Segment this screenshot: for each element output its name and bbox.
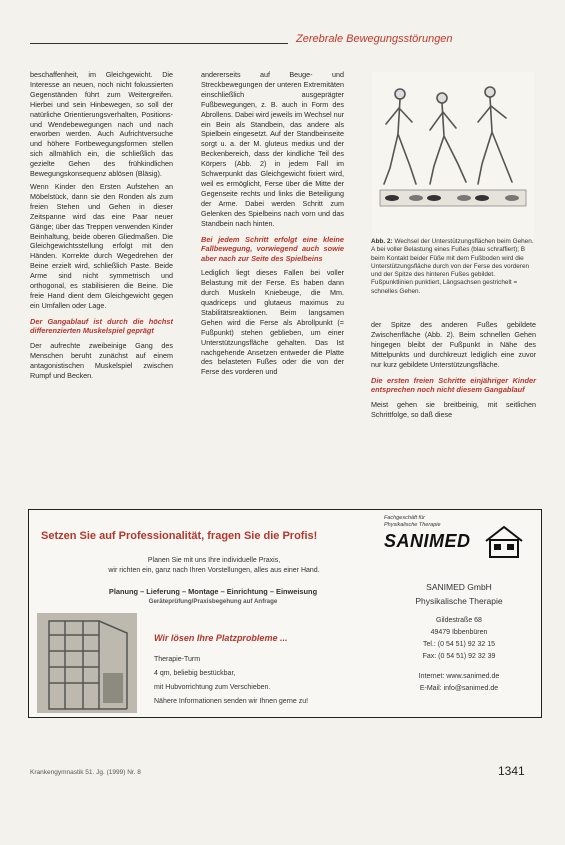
product-line: 4 qm, beliebig bestückbar,	[154, 670, 236, 677]
figure-caption	[371, 238, 536, 296]
article-column-1	[30, 70, 173, 384]
gait-figure	[372, 72, 534, 240]
gait-illustration	[372, 72, 534, 240]
ad-services-sub: Geräteprüfung/Praxisbegehung auf Anfrage	[148, 598, 278, 605]
section-title: Zerebrale Bewegungsstörungen	[296, 33, 453, 45]
ad-intro-line: Planen Sie mit uns Ihre individuelle Praxis,	[147, 557, 281, 564]
company-city: 49479 Ibbenbüren	[430, 629, 488, 636]
ad-slogan: Wir lösen Ihre Platzprobleme ...	[154, 633, 288, 643]
paragraph: der Spitze des anderen Fußes gebildete Zwischenfläche (Abb. 2). Beim schnellen Gehen hingegen bleibt der Fußpunkt in Nähe des Mittelpunkts und durchkreuzt lediglich eine zuvor nur kurz gebildete Unterstützungsfläche.	[371, 320, 536, 369]
ad-intro-line: wir richten ein, ganz nach Ihren Vorstellungen, alles aus einer Hand.	[108, 567, 320, 574]
therapy-tower-image	[37, 613, 137, 713]
house-logo-icon	[484, 525, 524, 559]
page-number: 1341	[498, 764, 525, 778]
subheading: Bei jedem Schritt erfolgt eine kleine Fallbewegung, vorwiegend auch sowie aber nach zur Seite des Spielbeins	[201, 234, 344, 263]
product-line: Therapie-Turm	[154, 656, 201, 663]
brand-tagline: Fachgeschäft für	[384, 515, 425, 521]
company-subtitle: Physikalische Therapie	[415, 596, 503, 606]
brand-tagline: Physikalische Therapie	[384, 521, 441, 528]
company-website[interactable]: Internet: www.sanimed.de	[418, 673, 500, 680]
paragraph: andererseits auf Beuge- und Streckbewegungen der unteren Extremitäten einschließlich ausgeprägter Fußbewegungen, z. B. auch in Form des Abrollens. Dabei wird jeweils im Wechsel nur ein Bein als Standbein, das andere als Spielbein eingesetzt. Auf der Standbeinseite sorgt u. a. der M. gluteus medius und der Beckenbereich, dass der kindliche Teil des Körpers (Abb. 2) in jedem Fall im Schwerpunkt das Gleichgewicht fixiert wird, weil es ermöglicht, Ferse über die Mitte der Gegenseite rechts und links die Beteiligung der Arme. Dabei werden Schritt zum Gelenken des Spielbeins nach vorn und das Standbein nach hinten.	[201, 70, 344, 228]
paragraph: beschaffenheit, im Gleichgewicht. Die Interesse an neuen, noch nicht fokussierten Gegenständen führt zum Weitergreifen. Hierbei und sein Hinbewegen, so soll der natürliche Orientierungsverhalten, Positions- und Wendebewegungen nach und nach erworben werden. Auch Aufrichtversuche und höhere Fortbewegungsformen stellen sich allmählich ein, die schließlich das gezielte Gehen des frühkindlichen Bewegungskonsequenz ablösen (Bläsig).	[30, 70, 173, 179]
advertisement	[28, 509, 542, 718]
company-street: Gildestraße 68	[436, 617, 482, 624]
company-email[interactable]: E-Mail: info@sanimed.de	[419, 685, 499, 692]
company-phone: Tel.: (0 54 51) 92 32 15	[423, 641, 495, 648]
company-fax: Fax: (0 54 51) 92 32 39	[422, 653, 496, 660]
brand-logo	[384, 515, 529, 565]
article-column-2	[201, 70, 344, 380]
ad-headline: Setzen Sie auf Professionalität, fragen Sie die Profis!	[41, 530, 318, 542]
ad-intro	[49, 556, 379, 576]
therapy-tower-photo	[37, 613, 137, 713]
subheading: Die ersten freien Schritte einjähriger Kinder entsprechen noch nicht diesem Gangablauf	[371, 375, 536, 395]
product-line: mit Hubvorrichtung zum Verschieben.	[154, 684, 271, 691]
paragraph: Meist gehen sie breitbeinig, mit seitlichen Schrittfolge, so daß diese	[371, 399, 536, 419]
brand-name: SANIMED	[384, 531, 471, 551]
article-column-3	[371, 320, 536, 423]
paragraph: Der aufrechte zweibeinige Gang des Menschen beruht zunächst auf einem antagonistischen Muskelspiel zwischen Rumpf und Becken.	[30, 340, 173, 380]
paragraph: Lediglich liegt dieses Fallen bei voller Belastung mit der Ferse. Es haben dann durch Muskeln Kniebeuge, die Mm. quadriceps und glutaeus maximus zu Stabilitätsreaktionen. Beim langsamen Gehen wird die Ferse als Abrollpunkt (= Fußpunkt) stehen geblieben, um einer Unterstützungsfläche gehalten. Das Ist nachgehende Ansetzen entweder die Platte des belasteten Fußes oder die von der Ferse des vorderen und	[201, 268, 344, 377]
header-rule	[30, 43, 288, 44]
journal-reference: Krankengymnastik 51. Jg. (1999) Nr. 8	[30, 769, 141, 776]
subheading: Der Gangablauf ist durch die höchst differenzierten Muskelspiel geprägt	[30, 316, 173, 336]
caption-text: Wechsel der Unterstützungsflächen beim Gehen. A bei voller Belastung eines Fußes (blau schraffiert); B beim Kontakt beider Füße mit dem Fußboden wird die Unterstützungsfläche durch von der Ferse des vorderen und der Spitze des hinteren Fußes gebildet. Fußpunktlinien punktiert, Längsachsen gestrichelt = schnelles Gehen.	[371, 238, 534, 295]
product-line: Nähere Informationen senden wir Ihnen gerne zu!	[154, 698, 309, 705]
figure-label: Abb. 2:	[371, 238, 393, 245]
company-name: SANIMED GmbH	[426, 582, 492, 592]
ad-services: Planung – Lieferung – Montage – Einrichtung – Einweisung	[108, 587, 318, 596]
paragraph: Wenn Kinder den Ersten Aufstehen an Möbelstück, dann sie den Ronden als zum freien Stehen und Gehen in dieser Zeitspanne wird das eine Paar neuer Gänge; über das Treppen verwenden Kinder Beinhaltung, beide oberen Gliedmaßen. Die Gleichgewichtsstellung erfolgt mit den Händen. Korrekte durch Wegedrehen der Beine erzielt wird, schließlich Paste. Beide Arme sind nicht symmetrisch und orthogonal, es stabilisieren die Beine. Die freie Hand dient dem Gleichgewicht gegen ein Umfallen oder Lage.	[30, 181, 173, 310]
